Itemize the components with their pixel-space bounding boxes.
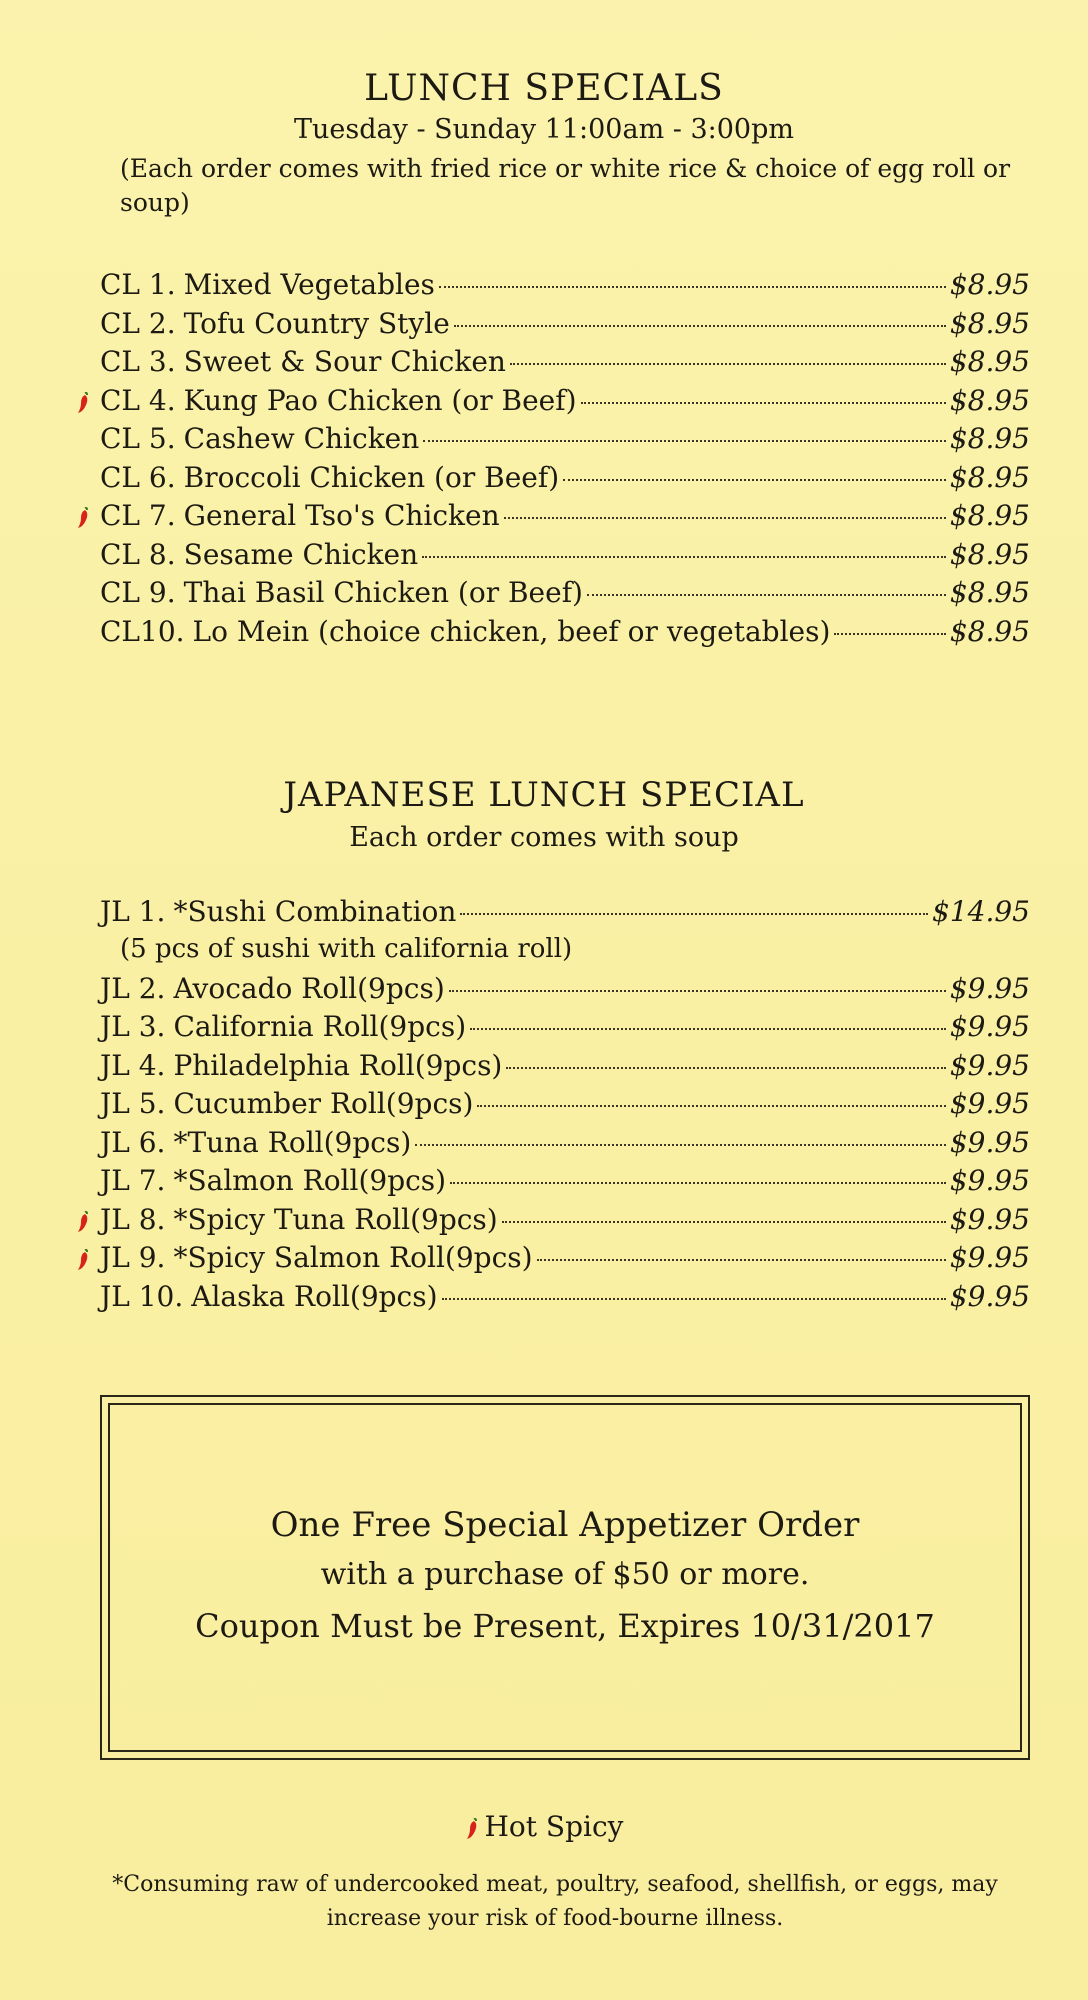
item-name: Thai Basil Chicken (or Beef) [183,576,583,609]
item-name: California Roll(9pcs) [173,1010,467,1043]
chili-pepper-icon [76,1211,90,1233]
item-price: $8.95 [949,576,1030,609]
item-code: CL 3. [100,345,176,378]
item-price: $9.95 [949,971,1030,1005]
menu-item [100,1087,1030,1126]
menu-item [100,1126,1030,1165]
dot-leader [477,1105,945,1107]
lunch-menu-list [100,268,1030,653]
item-name: *Spicy Salmon Roll(9pcs) [173,1241,533,1274]
menu-item [100,307,1030,346]
item-price: $9.95 [949,1279,1030,1313]
item-name: Sesame Chicken [183,537,419,571]
menu-item [100,576,1030,615]
item-price: $9.95 [949,1164,1030,1197]
item-name: Cashew Chicken [183,422,420,455]
item-price: $9.95 [949,1202,1030,1236]
item-name: Lo Mein (choice chicken, beef or vegetables) [192,614,831,648]
dot-leader [449,990,946,992]
item-name: Mixed Vegetables [183,268,435,301]
menu-item [100,1164,1030,1203]
dot-leader [439,286,946,288]
coupon-line-1: One Free Special Appetizer Order [270,1505,860,1545]
menu-item [100,1280,1030,1319]
japanese-lunch-subtitle: Each order comes with soup [349,822,739,853]
chili-pepper-icon [76,392,90,414]
japanese-lunch-title: JAPANESE LUNCH SPECIAL [283,775,805,815]
item-price: $9.95 [949,1241,1030,1274]
dot-leader [450,1182,946,1184]
item-code: JL 3. [100,1010,166,1043]
raw-food-disclaimer: *Consuming raw of undercooked meat, poultry, seafood, shellfish, or eggs, may increase your risk of food-bourne illness. [112,1872,998,1931]
item-price: $8.95 [949,383,1030,417]
item-code: JL 5. [100,1087,166,1120]
dot-leader [581,402,946,404]
item-code: CL 6. [100,460,176,494]
coupon-line-2: with a purchase of $50 or more. [320,1557,810,1592]
dot-leader [442,1298,946,1300]
menu-item [100,972,1030,1011]
item-price: $8.95 [949,614,1030,648]
lunch-hours: Tuesday - Sunday 11:00am - 3:00pm [294,114,794,145]
japanese-items [100,972,1030,1319]
item-code: CL 8. [100,537,176,571]
item-price: $8.95 [949,306,1030,340]
item-name: *Spicy Tuna Roll(9pcs) [173,1202,498,1236]
dot-leader [834,633,945,635]
dot-leader [537,1259,946,1261]
chili-pepper-icon [76,1249,90,1271]
dot-leader [422,556,946,558]
coupon-line-3: Coupon Must be Present, Expires 10/31/2017 [195,1607,935,1645]
item-price: $8.95 [949,460,1030,494]
item-price: $8.95 [949,345,1030,378]
item-name: Cucumber Roll(9pcs) [173,1087,474,1120]
item-name: *Tuna Roll(9pcs) [173,1125,412,1159]
item-price: $9.95 [949,1010,1030,1043]
item-price: $9.95 [949,1125,1030,1159]
legend-label: Hot Spicy [484,1810,624,1843]
dot-leader [460,913,928,915]
item-name: General Tso's Chicken [183,499,500,532]
item-name: Tofu Country Style [183,306,450,340]
item-price: $9.95 [949,1087,1030,1120]
menu-item [100,1241,1030,1280]
menu-item [100,1010,1030,1049]
item-price: $9.95 [949,1048,1030,1082]
item-name: Kung Pao Chicken (or Beef) [183,383,577,417]
item-code: JL 9. [100,1241,166,1274]
item-price: $8.95 [949,499,1030,532]
chili-pepper-icon [465,1818,479,1840]
menu-item [100,895,1030,934]
item-name: Avocado Roll(9pcs) [173,971,445,1005]
menu-item [100,538,1030,577]
menu-item [100,422,1030,461]
item-code: CL 9. [100,576,176,609]
coupon-box [100,1395,1030,1760]
item-price: $8.95 [949,537,1030,571]
menu-item [100,384,1030,423]
lunch-specials-title: LUNCH SPECIALS [364,68,724,109]
dot-leader [415,1144,946,1146]
item-price: $14.95 [932,895,1030,928]
item-code: JL 10. [100,1279,184,1313]
item-name: Sweet & Sour Chicken [183,345,506,378]
item-code: CL 4. [100,383,176,417]
chili-pepper-icon [76,507,90,529]
sushi-combination-note: (5 pcs of sushi with california roll) [120,933,573,964]
item-name: *Salmon Roll(9pcs) [173,1164,447,1197]
dot-leader [504,517,946,519]
dot-leader [587,594,946,596]
spicy-legend [0,1810,1088,1843]
menu-item [100,499,1030,538]
item-code: JL 1. [100,895,166,928]
menu-item [100,461,1030,500]
dot-leader [563,479,946,481]
item-code: JL 8. [100,1202,166,1236]
lunch-note: (Each order comes with fried rice or white rice & choice of egg roll or soup) [120,154,1011,217]
item-code: CL 7. [100,499,176,532]
japanese-menu-list [100,895,1030,1318]
item-code: CL 5. [100,422,176,455]
menu-item [100,615,1030,654]
dot-leader [502,1221,946,1223]
menu-item [100,345,1030,384]
dot-leader [470,1028,946,1030]
item-code: CL10. [100,614,185,648]
item-name: Philadelphia Roll(9pcs) [173,1048,503,1082]
item-code: JL 6. [100,1125,166,1159]
item-name: *Sushi Combination [173,895,457,928]
dot-leader [454,325,946,327]
item-price: $8.95 [949,268,1030,301]
item-price: $8.95 [949,422,1030,455]
dot-leader [506,1067,945,1069]
dot-leader [423,440,946,442]
item-code: CL 1. [100,268,176,301]
item-name: Broccoli Chicken (or Beef) [183,460,560,494]
item-code: JL 4. [100,1048,166,1082]
item-code: JL 7. [100,1164,166,1197]
menu-item [100,1049,1030,1088]
item-code: JL 2. [100,971,166,1005]
item-code: CL 2. [100,306,176,340]
menu-item [100,1203,1030,1242]
menu-item [100,268,1030,307]
dot-leader [510,363,946,365]
item-name: Alaska Roll(9pcs) [191,1279,438,1313]
